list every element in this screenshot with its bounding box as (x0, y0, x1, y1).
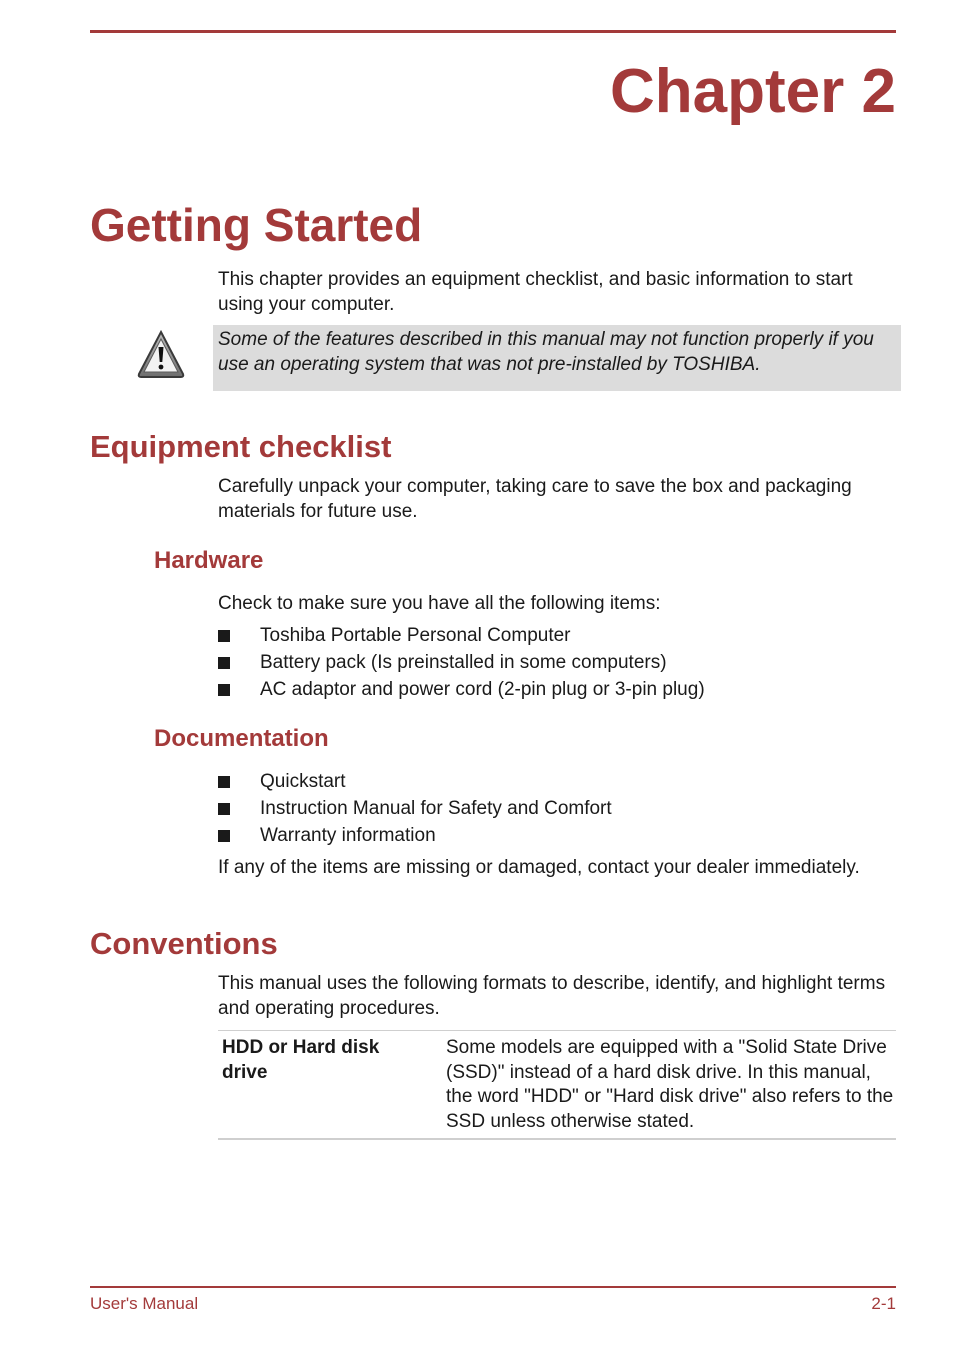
equipment-checklist-heading: Equipment checklist (90, 429, 392, 464)
conventions-intro: This manual uses the following formats to describe, identify, and highlight terms and operating procedures. (218, 973, 886, 1019)
page-title: Getting Started (90, 199, 423, 251)
list-item-text: Warranty information (260, 825, 436, 846)
bullet-square-icon (218, 684, 230, 696)
list-item-text: AC adaptor and power cord (2-pin plug or 3-pin plug) (260, 679, 705, 700)
table-description: Some models are equipped with a "Solid State Drive (SSD)" instead of a hard disk drive. In this manual, the word "HDD" or "Hard disk drive" also refers to the SSD unless otherwise stated. (446, 1037, 894, 1132)
hardware-intro: Check to make sure you have all the following items: (218, 593, 661, 614)
list-item-text: Toshiba Portable Personal Computer (260, 625, 571, 646)
footer-manual-name: User's Manual (90, 1294, 199, 1313)
bullet-square-icon (218, 630, 230, 642)
bullet-square-icon (218, 657, 230, 669)
list-item (218, 624, 888, 651)
conventions-table (218, 1030, 896, 1140)
list-item (218, 678, 888, 705)
intro-paragraph: This chapter provides an equipment checklist, and basic information to start using your computer. (218, 269, 853, 315)
equipment-intro: Carefully unpack your computer, taking care to save the box and packaging materials for future use. (218, 476, 852, 522)
bullet-square-icon (218, 803, 230, 815)
documentation-list (218, 770, 888, 851)
note-text: Some of the features described in this manual may not function properly if you use an operating system that was not pre-installed by TOSHIBA. (218, 329, 874, 375)
hardware-list (218, 624, 888, 705)
hardware-heading: Hardware (154, 547, 264, 574)
list-item (218, 824, 888, 851)
warning-triangle-icon (136, 329, 186, 379)
list-item-text: Quickstart (260, 771, 346, 792)
list-item-text: Battery pack (Is preinstalled in some computers) (260, 652, 667, 673)
documentation-heading: Documentation (154, 725, 329, 752)
chapter-label: Chapter 2 (610, 57, 896, 126)
documentation-closing: If any of the items are missing or damaged, contact your dealer immediately. (218, 857, 860, 878)
top-rule (90, 30, 896, 33)
table-term: HDD or Hard disk drive (222, 1037, 380, 1083)
list-item (218, 651, 888, 678)
conventions-heading: Conventions (90, 926, 278, 961)
footer-page-number: 2-1 (871, 1294, 896, 1313)
bullet-square-icon (218, 830, 230, 842)
footer-rule (90, 1286, 896, 1288)
list-item (218, 797, 888, 824)
bullet-square-icon (218, 776, 230, 788)
list-item-text: Instruction Manual for Safety and Comfort (260, 798, 612, 819)
list-item (218, 770, 888, 797)
